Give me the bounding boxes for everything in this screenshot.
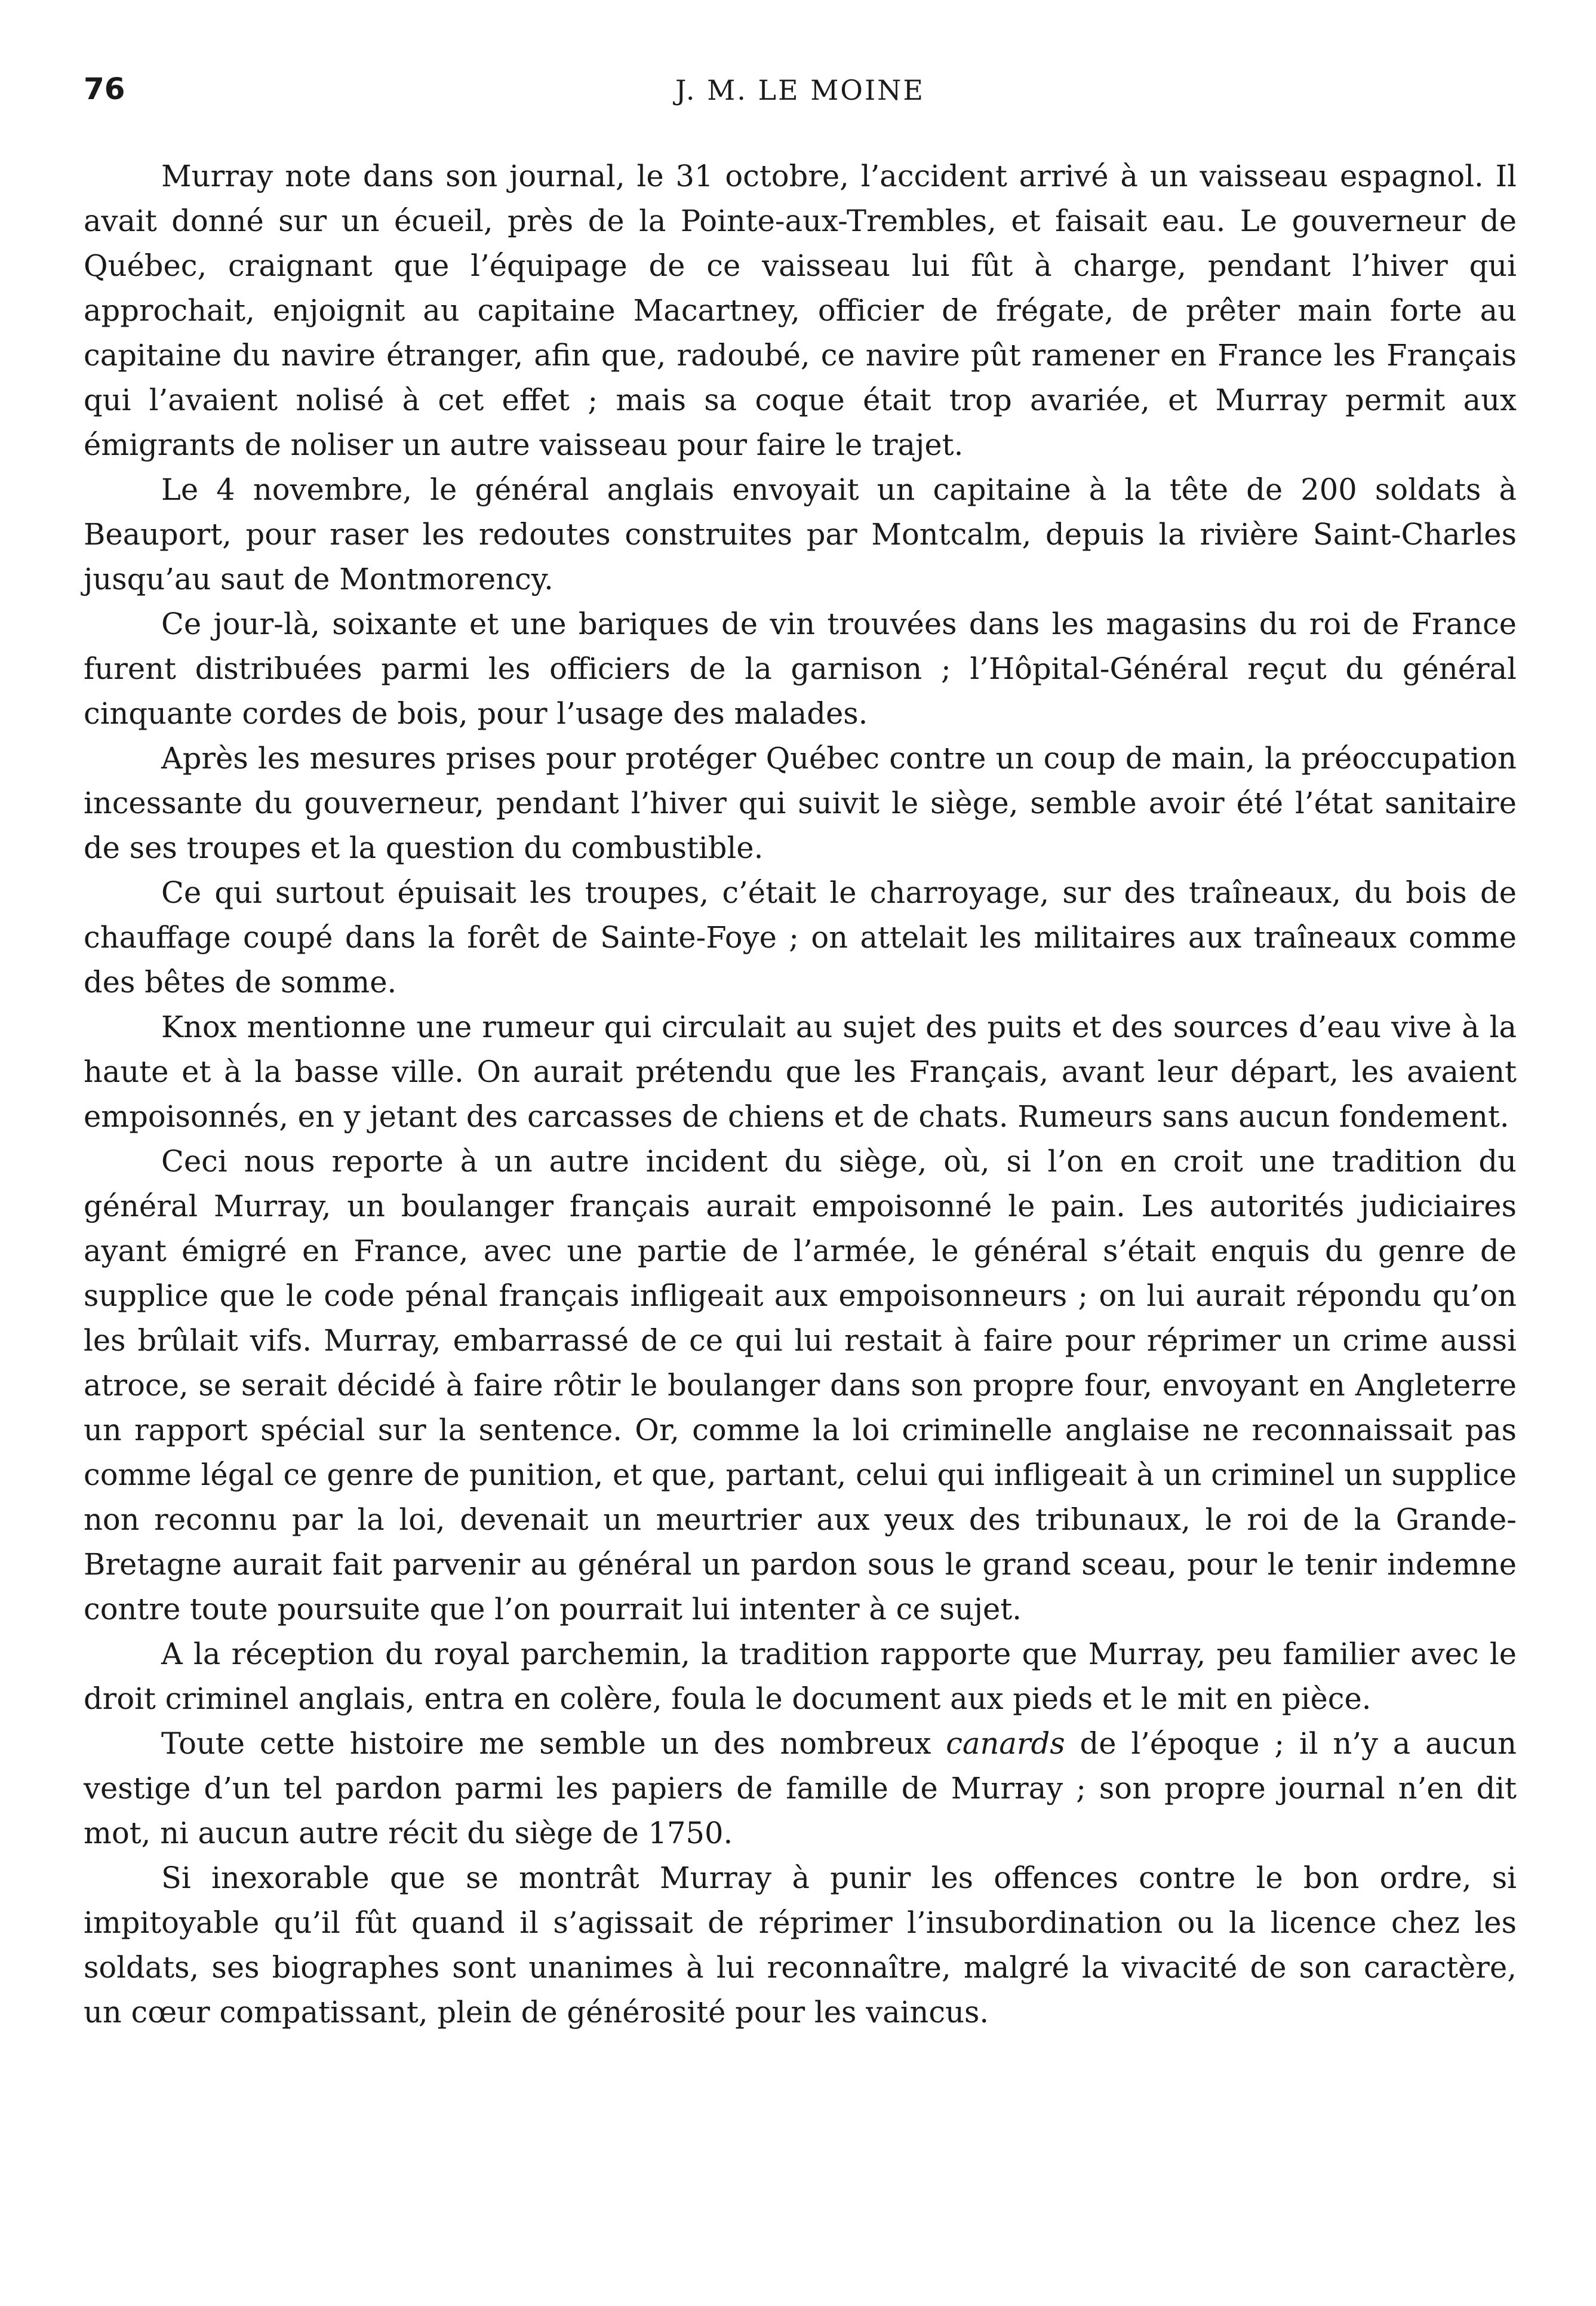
body-text [84, 154, 1517, 2035]
paragraph-10: Si inexorable que se montrât Murray à punir les offences contre le bon ordre, si impitoyable qu’il fût quand il s’agissait de réprimer l’insubordination ou la licence chez les soldats, ses biographes sont unanimes à lui reconnaître, malgré la vivacité de son caractère, un cœur compatissant, plein de générosité pour les vaincus. [84, 1861, 1517, 2030]
paragraph-7: Ceci nous reporte à un autre incident du siège, où, si l’on en croit une tradition du général Murray, un boulanger français aurait empoisonné le pain. Les autorités judiciaires ayant émigré en France, avec une partie de l’armée, le général s’était enquis du genre de supplice que le code pénal français infligeait aux empoisonneurs ; on lui aurait répondu qu’on les brûlait vifs. Murray, embarrassé de ce qui lui restait à faire pour réprimer un crime aussi atroce, se serait décidé à faire rôtir le boulanger dans son propre four, envoyant en Angleterre un rapport spécial sur la sentence. Or, comme la loi criminelle anglaise ne reconnaissait pas comme légal ce genre de punition, et que, partant, celui qui infligeait à un criminel un supplice non reconnu par la loi, devenait un meurtrier aux yeux des tribunaux, le roi de la Grande-Bretagne aurait fait parvenir au général un pardon sous le grand sceau, pour le tenir indemne contre toute poursuite que l’on pourrait lui intenter à ce sujet. [84, 1144, 1517, 1627]
paragraph-5: Ce qui surtout épuisait les troupes, c’était le charroyage, sur des traîneaux, du bois de chauffage coupé dans la forêt de Sainte-Foye ; on attelait les militaires aux traîneaux comme des bêtes de somme. [84, 875, 1517, 1000]
paragraph-1: Murray note dans son journal, le 31 octobre, l’accident arrivé à un vaisseau espagnol. Il avait donné sur un écueil, près de la Pointe-aux-Trembles, et faisait eau. Le gouverneur de Québec, craignant que l’équipage de ce vaisseau lui fût à charge, pendant l’hiver qui approchait, enjoignit au capitaine Macartney, officier de frégate, de prêter main forte au capitaine du navire étranger, afin que, radoubé, ce navire pût ramener en France les Français qui l’avaient nolisé à cet effet ; mais sa coque était trop avariée, et Murray permit aux émigrants de noliser un autre vaisseau pour faire le trajet. [84, 159, 1517, 462]
paragraph-2: Le 4 novembre, le général anglais envoyait un capitaine à la tête de 200 soldats à Beauport, pour raser les redoutes construites par Montcalm, depuis la rivière Saint-Charles jusqu’au saut de Montmorency. [84, 472, 1517, 597]
paragraph-9-end: de l’époque ; il n’y a aucun vestige d’un tel pardon parmi les papiers de famille de Murray ; son propre journal n’en dit mot, ni aucun autre récit du siège de 1750. [84, 1726, 1517, 1850]
page-number: 76 [84, 72, 125, 106]
paragraph-9 [84, 1721, 1517, 1856]
running-head: J. M. LE MOINE [675, 74, 925, 106]
book-page [84, 72, 1517, 2245]
paragraph-8: A la réception du royal parchemin, la tradition rapporte que Murray, peu familier avec le droit criminel anglais, entra en colère, foula le document aux pieds et le mit en pièce. [84, 1637, 1517, 1716]
paragraph-3: Ce jour-là, soixante et une bariques de vin trouvées dans les magasins du roi de France furent distribuées parmi les officiers de la garnison ; l’Hôpital-Général reçut du général cinquante cordes de bois, pour l’usage des malades. [84, 607, 1517, 731]
page-header [84, 72, 1517, 137]
paragraph-6: Knox mentionne une rumeur qui circulait au sujet des puits et des sources d’eau vive à la haute et à la basse ville. On aurait prétendu que les Français, avant leur départ, les avaient empoisonnés, en y jetant des carcasses de chiens et de chats. Rumeurs sans aucun fondement. [84, 1010, 1517, 1134]
italic-word: canards [946, 1726, 1065, 1761]
paragraph-9-start: Toute cette histoire me semble un des nombreux [161, 1726, 946, 1761]
paragraph-4: Après les mesures prises pour protéger Québec contre un coup de main, la préoccupation incessante du gouverneur, pendant l’hiver qui suivit le siège, semble avoir été l’état sanitaire de ses troupes et la question du combustible. [84, 741, 1517, 865]
